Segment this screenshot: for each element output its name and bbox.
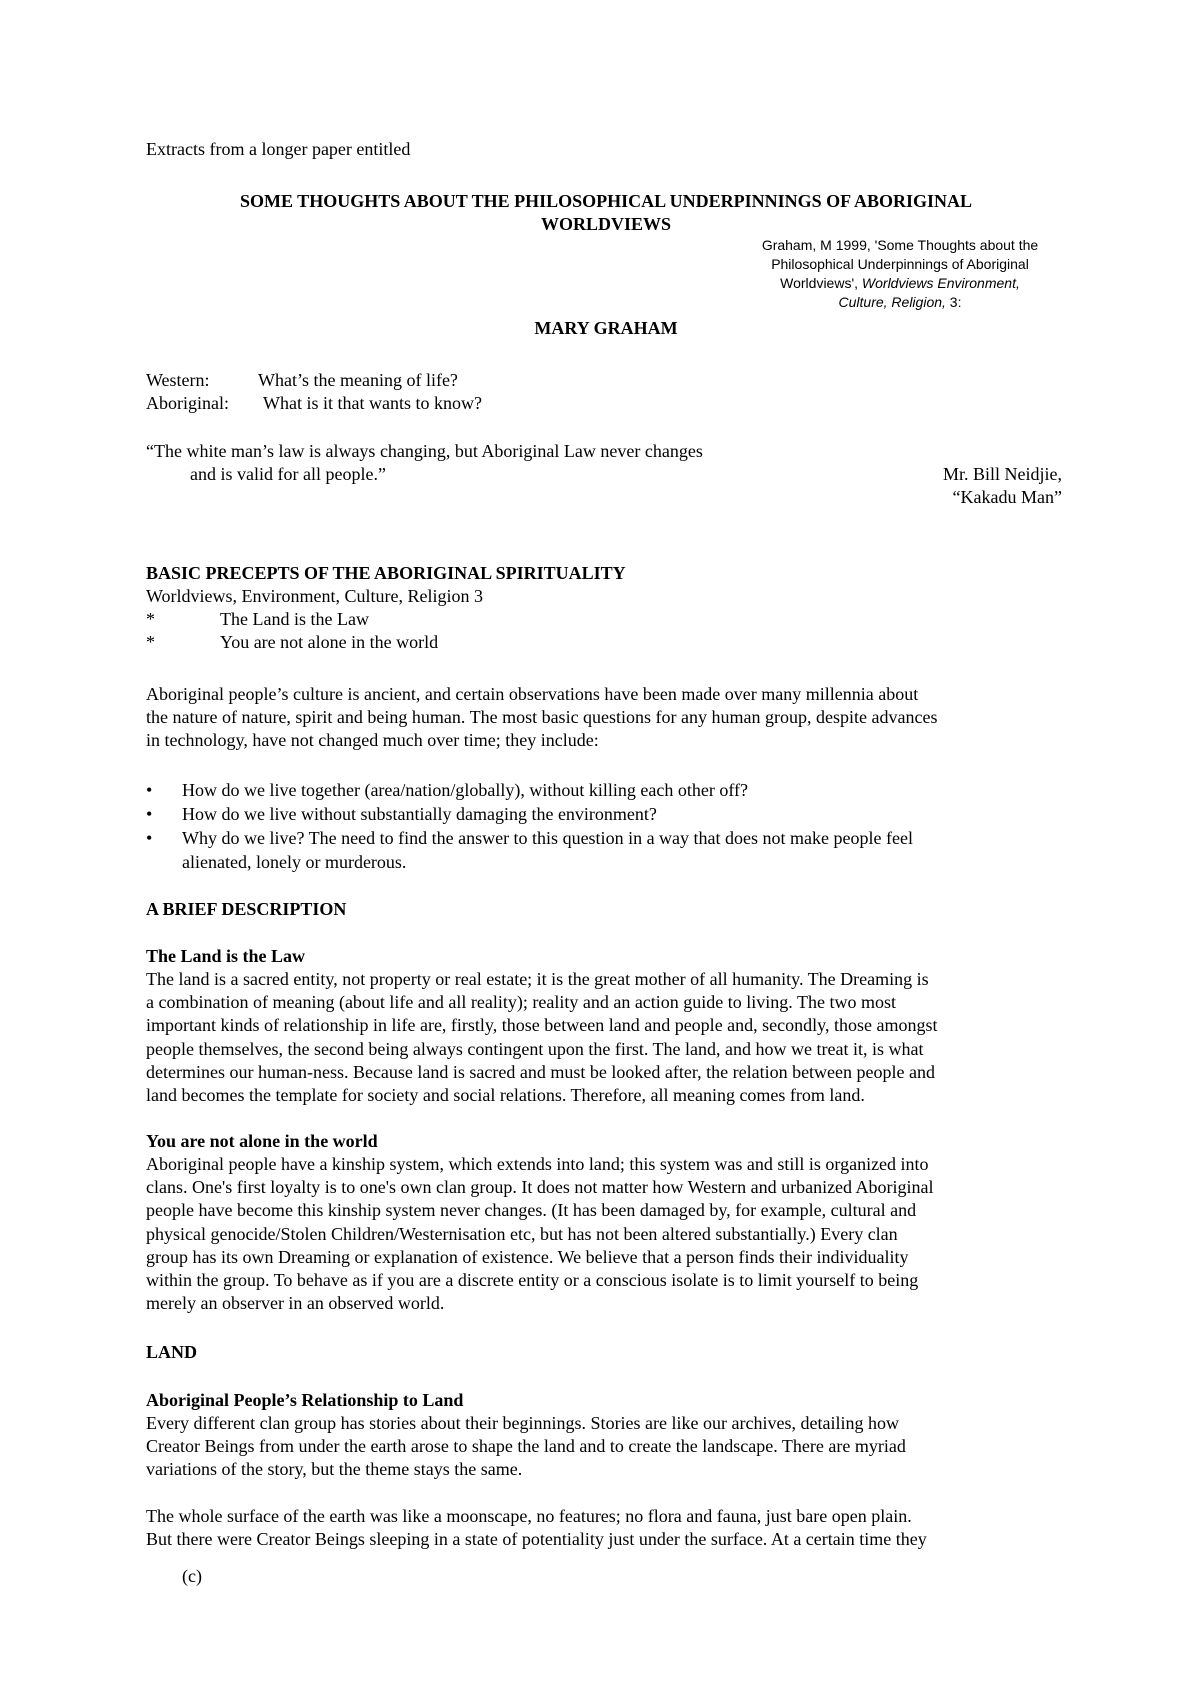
intro-line: Extracts from a longer paper entitled [146,139,411,159]
land-law-heading: The Land is the Law [146,946,306,966]
contrast-question-aboriginal: What is it that wants to know? [263,393,482,413]
paragraph-line: The land is a sacred entity, not property or real estate; it is the great mother of all humanity. The Dreaming is [146,969,929,989]
paragraph-line: people themselves, the second being always contingent upon the first. The land, and how we treat it, is what [146,1038,924,1059]
paragraph-line: group has its own Dreaming or explanation of existence. We believe that a person finds their individuality [146,1246,909,1267]
paragraph-line: Every different clan group has stories about their beginnings. Stories are like our archives, detailing how [146,1413,899,1433]
paragraph-line: variations of the story, but the theme stays the same. [146,1459,523,1480]
bullet-icon: • [146,804,153,824]
precept-marker: * [146,609,155,629]
citation-line-1: Graham, M 1999, 'Some Thoughts about the [761,237,1039,253]
paragraph-line: The whole surface of the earth was like a moonscape, no features; no flora and fauna, just bare open plain. [146,1506,912,1526]
paragraph-line: within the group. To behave as if you are a discrete entity or a conscious isolate is to limit yourself to being [146,1270,919,1291]
quote-attribution-1: Mr. Bill Neidjie, [943,464,1062,484]
question-text-continued: alienated, lonely or murderous. [182,852,407,872]
question-text: Why do we live? The need to find the answer to this question in a way that does not make people feel [182,828,913,848]
intro-paragraph [146,683,1066,753]
precept-marker: * [146,632,155,652]
quote-line-1: “The white man’s law is always changing, but Aboriginal Law never changes [146,441,703,461]
surface-paragraph [146,1505,1066,1551]
author-name: MARY GRAHAM [534,318,678,338]
citation-line-4-plain: 3: [945,294,962,310]
quote-attribution-2: “Kakadu Man” [952,487,1062,507]
precepts-subheading: Worldviews, Environment, Culture, Religion 3 [146,586,484,606]
paragraph-line: merely an observer in an observed world. [146,1293,445,1314]
title-line-1: SOME THOUGHTS ABOUT THE PHILOSOPHICAL UNDERPINNINGS OF ABORIGINAL [240,191,972,211]
citation-line-3-italic: Worldviews Environment, [861,275,1020,291]
citation-line-2: Philosophical Underpinnings of Aboriginal [771,256,1029,272]
not-alone-paragraph [146,1153,1066,1315]
paragraph-line: physical genocide/Stolen Children/Westernisation etc, but has not been altered substantially.) Every clan [146,1223,898,1244]
brief-description-heading: A BRIEF DESCRIPTION [146,899,347,919]
citation-block [700,236,1100,312]
contrast-question-western: What’s the meaning of life? [258,370,458,390]
contrast-label-aboriginal: Aboriginal: [146,393,229,413]
relationship-paragraph [146,1412,1066,1482]
question-text: How do we live together (area/nation/globally), without killing each other off? [182,780,748,800]
precept-item: The Land is the Law [220,609,369,629]
paragraph-line: in technology, have not changed much over time; they include: [146,730,599,751]
paragraph-line: clans. One's first loyalty is to one's own clan group. It does not matter how Western and urbanized Aboriginal [146,1177,934,1198]
paragraph-line: determines our human-ness. Because land is sacred and must be looked after, the relation between people and [146,1061,936,1082]
citation-line-3 [700,274,1100,293]
quote-line-2: and is valid for all people.” [190,464,386,484]
paragraph-line: the nature of nature, spirit and being human. The most basic questions for any human group, despite advances [146,707,938,728]
citation-line-4-italic: Culture, Religion, [838,294,946,310]
land-heading: LAND [146,1342,198,1362]
precept-item: You are not alone in the world [220,632,439,652]
bullet-icon: • [146,780,153,800]
paragraph-line: people have become this kinship system never changes. (It has been damaged by, for example, cultural and [146,1200,917,1221]
citation-line-4 [700,293,1100,312]
precepts-heading: BASIC PRECEPTS OF THE ABORIGINAL SPIRITUALITY [146,563,626,583]
citation-line-3-plain: Worldviews', [780,275,862,291]
bullet-icon: • [146,828,153,848]
footer-marker: (c) [182,1566,202,1586]
paragraph-line: But there were Creator Beings sleeping in a state of potentiality just under the surface. At a certain time they [146,1529,927,1550]
paragraph-line: Creator Beings from under the earth arose to shape the land and to create the landscape. There are myriad [146,1436,906,1457]
title-line-2: WORLDVIEWS [540,214,672,234]
relationship-heading: Aboriginal People’s Relationship to Land [146,1390,464,1410]
land-law-paragraph [146,968,1066,1107]
paragraph-line: Aboriginal people’s culture is ancient, and certain observations have been made over many millennia about [146,684,919,704]
not-alone-heading: You are not alone in the world [146,1131,378,1151]
paragraph-line: a combination of meaning (about life and all reality); reality and an action guide to living. The two most [146,992,896,1013]
contrast-label-western: Western: [146,370,210,390]
question-text: How do we live without substantially damaging the environment? [182,804,657,824]
paragraph-line: land becomes the template for society and social relations. Therefore, all meaning comes from land. [146,1085,865,1106]
paragraph-line: Aboriginal people have a kinship system, which extends into land; this system was and still is organized into [146,1154,929,1174]
paragraph-line: important kinds of relationship in life are, firstly, those between land and people and, secondly, those amongst [146,1015,938,1036]
